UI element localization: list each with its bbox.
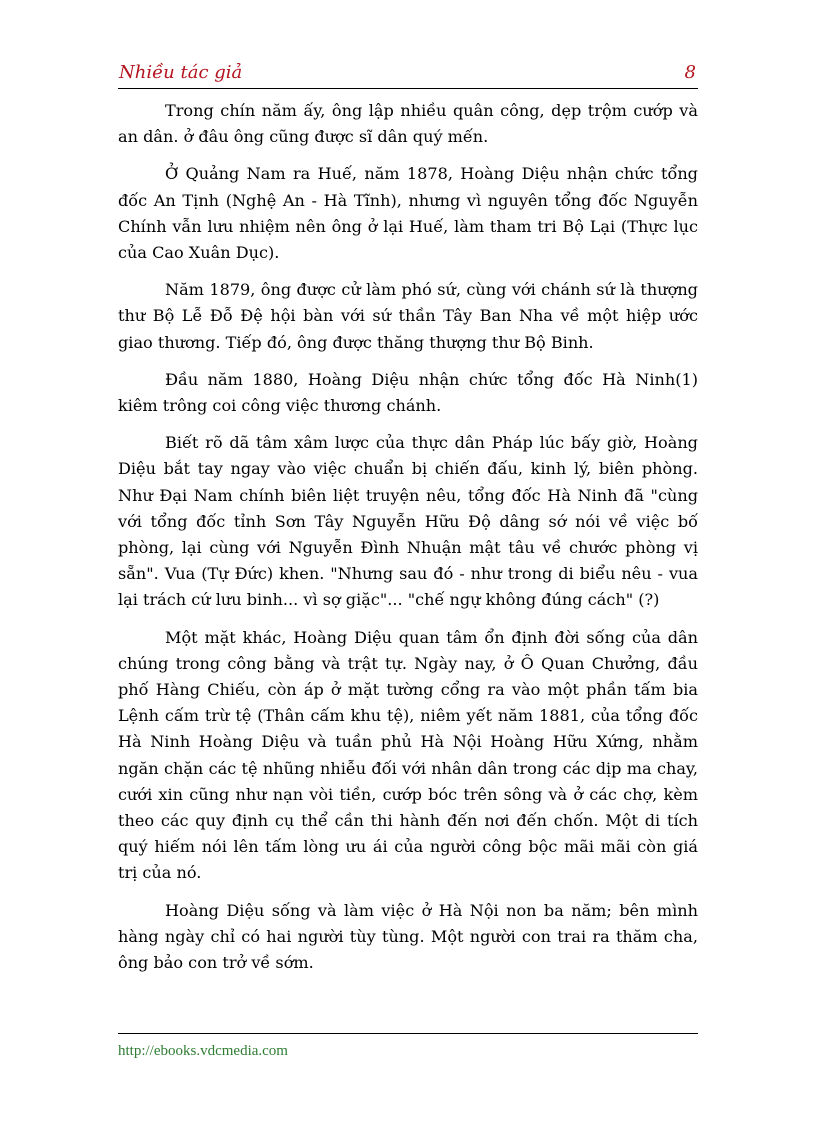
paragraph: Hoàng Diệu sống và làm việc ở Hà Nội non ba năm; bên mình hàng ngày chỉ có hai người tùy tùng. Một người con trai ra thăm cha, ông bảo con trở về sớm.	[118, 900, 698, 973]
paragraph: Một mặt khác, Hoàng Diệu quan tâm ổn định đời sống của dân chúng trong công bằng và trật tự. Ngày nay, ở Ô Quan Chưởng, đầu phố Hàng Chiếu, còn áp ở mặt tường cổng ra vào một phần tấm bia Lệnh cấm trừ tệ (Thân cấm khu tệ), niêm yết năm 1881, của tổng đốc Hà Ninh Hoàng Diệu và tuần phủ Hà Nội Hoàng Hữu Xứng, nhằm ngăn chặn các tệ nhũng nhiễu đối với nhân dân trong các dịp ma chay, cưới xin cũng như nạn vòi tiền, cướp bóc trên sông và ở các chợ, kèm theo các quy định cụ thể cần thi hành đến nơi đến chốn. Một di tích quý hiếm nói lên tấm lòng ưu ái của người công bộc mãi mãi còn giá trị của nó.	[118, 627, 698, 883]
page-header	[118, 62, 698, 89]
paragraph: Đầu năm 1880, Hoàng Diệu nhận chức tổng đốc Hà Ninh(1) kiêm trông coi công việc thương chánh.	[118, 369, 698, 416]
paragraph: Biết rõ dã tâm xâm lược của thực dân Pháp lúc bấy giờ, Hoàng Diệu bắt tay ngay vào việc chuẩn bị chiến đấu, kinh lý, biên phòng. Như Đại Nam chính biên liệt truyện nêu, tổng đốc Hà Ninh đã "cùng với tổng đốc tỉnh Sơn Tây Nguyễn Hữu Độ dâng sớ nói về việc bố phòng, lại cùng với Nguyễn Đình Nhuận mật tâu về chước phòng vị sẵn". Vua (Tự Đức) khen. "Nhưng sau đó - như trong di biểu nêu - vua lại trách cứ lưu binh... vì sợ giặc"... "chế ngự không đúng cách" (?)	[118, 433, 698, 610]
paragraph: Ở Quảng Nam ra Huế, năm 1878, Hoàng Diệu nhận chức tổng đốc An Tịnh (Nghệ An - Hà Tĩnh), nhưng vì nguyên tổng đốc Nguyễn Chính vẫn lưu nhiệm nên ông ở lại Huế, làm tham tri Bộ Lại (Thực lục của Cao Xuân Dục).	[118, 164, 698, 263]
page-number: 8	[684, 62, 696, 83]
paragraph: Trong chín năm ấy, ông lập nhiều quân công, dẹp trộm cướp và an dân. ở đâu ông cũng được sĩ dân quý mến.	[118, 101, 698, 147]
paragraph: Năm 1879, ông được cử làm phó sứ, cùng với chánh sứ là thượng thư Bộ Lễ Đỗ Đệ hội bàn với sứ thần Tây Ban Nha về một hiệp ước giao thương. Tiếp đó, ông được thăng thượng thư Bộ Binh.	[118, 280, 698, 352]
body-text	[118, 98, 698, 987]
book-author-title: Nhiều tác giả	[119, 62, 243, 83]
footer-website-link[interactable]: http://ebooks.vdcmedia.com	[118, 1043, 288, 1059]
footer-divider	[118, 1033, 698, 1034]
